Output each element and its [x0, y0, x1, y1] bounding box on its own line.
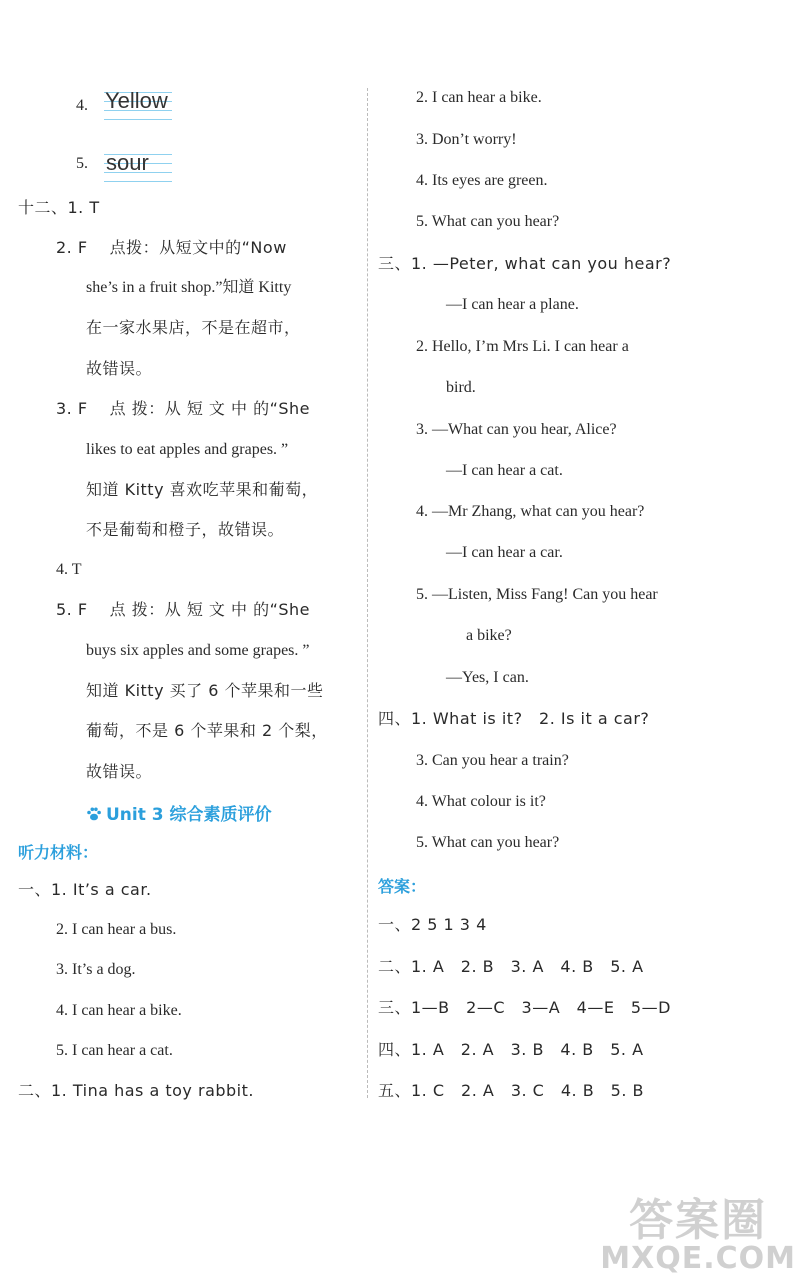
listening-line: —I can hear a cat.	[446, 462, 563, 479]
listening-line: a bike?	[466, 627, 512, 644]
answer-line: 故错误。	[86, 762, 153, 781]
handwritten-answer: Yellow	[105, 88, 168, 113]
listening-line: 4. What colour is it?	[416, 793, 546, 810]
listening-material-label: 听力材料：	[18, 843, 99, 862]
answer-line: 十二、1. T	[18, 198, 100, 217]
listening-line: 4. Its eyes are green.	[416, 172, 548, 189]
listening-line: 4. —Mr Zhang, what can you hear?	[416, 503, 645, 520]
listening-line: 3. —What can you hear, Alice?	[416, 421, 617, 438]
answer-line: 故错误。	[86, 359, 153, 378]
listening-line: 2. Hello, I’m Mrs Li. I can hear a	[416, 338, 629, 355]
paw-icon	[86, 806, 102, 822]
answer-line: 葡萄，不是 6 个苹果和 2 个梨，	[86, 721, 328, 740]
handwritten-answer: sour	[106, 150, 149, 175]
listening-line: —Yes, I can.	[446, 669, 529, 686]
listening-line: bird.	[446, 379, 476, 396]
listening-line: 二、1. Tina has a toy rabbit.	[18, 1081, 254, 1100]
column-divider	[367, 88, 368, 1098]
answer-row: 四、1. A 2. A 3. B 4. B 5. A	[378, 1040, 644, 1059]
listening-line: 3. Don’t worry!	[416, 131, 517, 148]
answer-line: she’s in a fruit shop.”知道 Kitty	[86, 279, 292, 296]
listening-line: —I can hear a car.	[446, 544, 563, 561]
listening-line: 2. I can hear a bus.	[56, 921, 177, 938]
listening-line: —I can hear a plane.	[446, 296, 579, 313]
listening-line: 三、1. —Peter, what can you hear?	[378, 254, 672, 273]
answer-line: 不是葡萄和橙子，故错误。	[86, 520, 285, 539]
answer-line: 3. F 点 拨：从 短 文 中 的“She	[56, 399, 311, 418]
answer-row: 三、1—B 2—C 3—A 4—E 5—D	[378, 998, 671, 1017]
listening-line: 5. I can hear a cat.	[56, 1042, 173, 1059]
answer-row: 五、1. C 2. A 3. C 4. B 5. B	[378, 1081, 645, 1100]
answer-line: 5. F 点 拨：从 短 文 中 的“She	[56, 600, 311, 619]
hw5-number: 5.	[76, 155, 88, 172]
listening-line: 5. What can you hear?	[416, 834, 560, 851]
unit-heading	[86, 800, 272, 825]
answer-line: buys six apples and some grapes. ”	[86, 642, 310, 659]
listening-line: 3. Can you hear a train?	[416, 752, 569, 769]
answers-label: 答案：	[378, 877, 427, 896]
answer-row: 一、2 5 1 3 4	[378, 915, 487, 934]
watermark-url: MXQE.COM	[600, 1241, 796, 1276]
listening-line: 4. I can hear a bike.	[56, 1002, 182, 1019]
answer-row: 二、1. A 2. B 3. A 4. B 5. A	[378, 957, 644, 976]
unit-title: Unit 3 综合素质评价	[106, 805, 272, 825]
listening-line: 5. What can you hear?	[416, 213, 560, 230]
answer-line: likes to eat apples and grapes. ”	[86, 441, 289, 458]
site-watermark	[600, 1195, 796, 1276]
answer-line: 知道 Kitty 喜欢吃苹果和葡萄，	[86, 480, 319, 499]
listening-line: 四、1. What is it? 2. Is it a car?	[378, 709, 650, 728]
listening-line: 3. It’s a dog.	[56, 961, 136, 978]
listening-line: 5. —Listen, Miss Fang! Can you hear	[416, 586, 658, 603]
answer-line: 2. F 点拨：从短文中的“Now	[56, 238, 287, 257]
hw4-number: 4.	[76, 97, 88, 114]
answer-line: 在一家水果店，不是在超市，	[86, 318, 301, 337]
listening-line: 一、1. It’s a car.	[18, 880, 152, 899]
answer-line: 知道 Kitty 买了 6 个苹果和一些	[86, 681, 324, 700]
listening-line: 2. I can hear a bike.	[416, 89, 542, 106]
answer-line: 4. T	[56, 561, 82, 578]
watermark-title: 答案圈	[629, 1195, 768, 1246]
